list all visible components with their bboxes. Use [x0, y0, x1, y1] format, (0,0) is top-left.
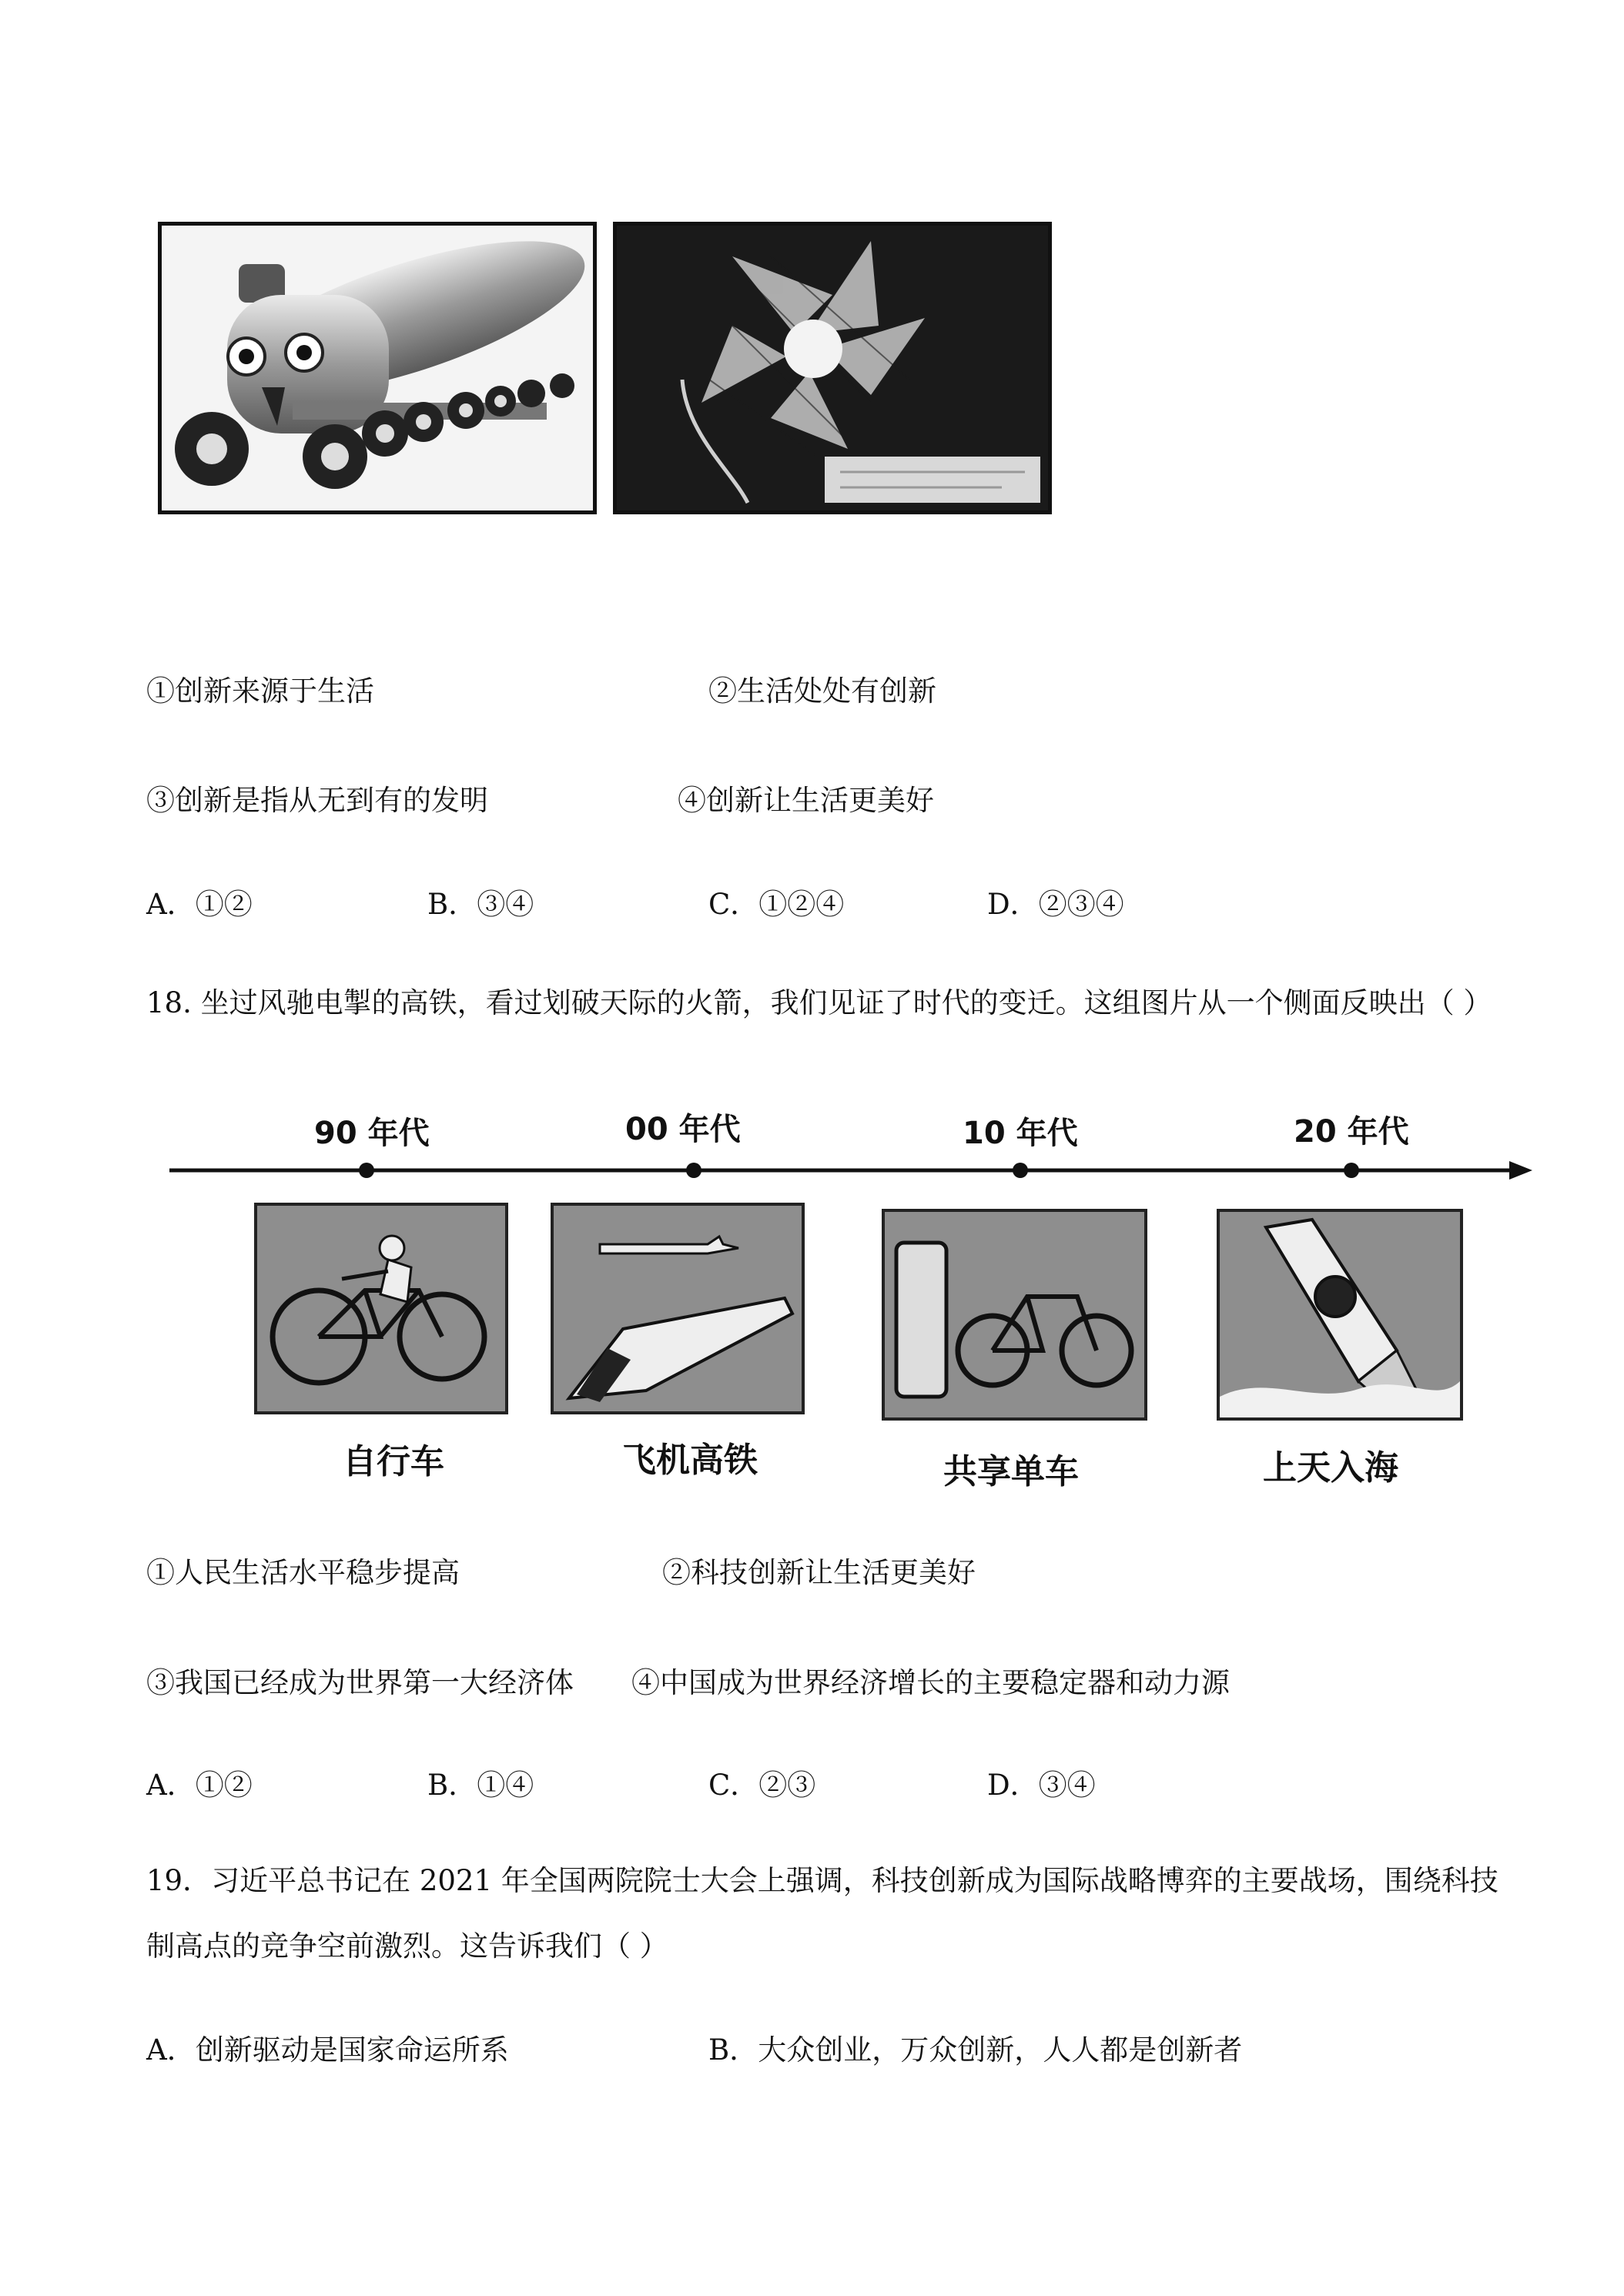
plane-train-icon — [554, 1206, 802, 1411]
q19-choice-a[interactable]: A．创新驱动是国家命运所系 — [146, 2033, 509, 2067]
q18-option-3: ③我国已经成为世界第一大经济体 — [146, 1666, 574, 1699]
q17-option-1: ①创新来源于生活 — [146, 674, 374, 708]
q18-choice-c[interactable]: C．②③ — [708, 1769, 816, 1802]
q18-option-1: ①人民生活水平稳步提高 — [146, 1556, 460, 1589]
mesh-flower-lamp-photo — [613, 222, 1052, 514]
q18-option-4: ④中国成为世界经济增长的主要稳定器和动力源 — [631, 1666, 1230, 1699]
bottle-train-photo — [158, 222, 597, 514]
caption-rocket: 上天入海 — [1263, 1448, 1398, 1488]
rocket-icon — [1220, 1212, 1460, 1417]
bicycle-icon — [257, 1206, 505, 1411]
q18-choice-b[interactable]: B．①④ — [427, 1769, 534, 1802]
timeline-axis — [169, 1159, 1532, 1182]
q18-choice-d[interactable]: D．③④ — [987, 1769, 1096, 1802]
rocket-picture — [1217, 1209, 1463, 1421]
q17-choice-c[interactable]: C．①②④ — [708, 888, 845, 921]
q17-choice-b[interactable]: B．③④ — [427, 888, 534, 921]
q19-choice-b[interactable]: B．大众创业，万众创新，人人都是创新者 — [708, 2033, 1243, 2067]
shared-bike-icon — [885, 1212, 1144, 1417]
timeline-era-1: 90 年代 — [314, 1116, 430, 1151]
bottle-train-illustration — [162, 226, 593, 510]
q18-stem: 18. 坐过风驰电掣的高铁，看过划破天际的火箭，我们见证了时代的变迁。这组图片从一个侧面反映出（ ） — [146, 986, 1492, 1019]
shared-bike-picture — [882, 1209, 1147, 1421]
q18-option-2: ②科技创新让生活更美好 — [662, 1556, 976, 1589]
timeline-dot — [1344, 1163, 1359, 1178]
timeline-dot — [359, 1163, 374, 1178]
bicycle-picture — [254, 1203, 508, 1414]
caption-bicycle: 自行车 — [343, 1442, 444, 1481]
timeline-dot — [686, 1163, 702, 1178]
caption-plane-train: 飞机高铁 — [622, 1441, 758, 1480]
q17-option-2: ②生活处处有创新 — [708, 674, 936, 708]
q17-choice-a[interactable]: A．①② — [146, 888, 253, 921]
q19-stem-line-1: 19．习近平总书记在 2021 年全国两院院士大会上强调，科技创新成为国际战略博弈的主要战场，围绕科技 — [146, 1864, 1498, 1897]
mesh-flower-lamp-illustration — [617, 226, 1048, 510]
q17-option-3: ③创新是指从无到有的发明 — [146, 784, 488, 817]
timeline-era-3: 10 年代 — [963, 1116, 1078, 1151]
timeline-era-2: 00 年代 — [625, 1112, 741, 1147]
timeline-era-4: 20 年代 — [1294, 1114, 1409, 1150]
plane-highspeed-train-picture — [551, 1203, 805, 1414]
q17-option-4: ④创新让生活更美好 — [678, 784, 934, 817]
caption-shared-bike: 共享单车 — [943, 1452, 1079, 1491]
q17-choice-d[interactable]: D．②③④ — [987, 888, 1124, 921]
q18-choice-a[interactable]: A．①② — [146, 1769, 253, 1802]
timeline-dot — [1013, 1163, 1028, 1178]
q19-stem-line-2: 制高点的竞争空前激烈。这告诉我们（ ） — [146, 1930, 668, 1963]
